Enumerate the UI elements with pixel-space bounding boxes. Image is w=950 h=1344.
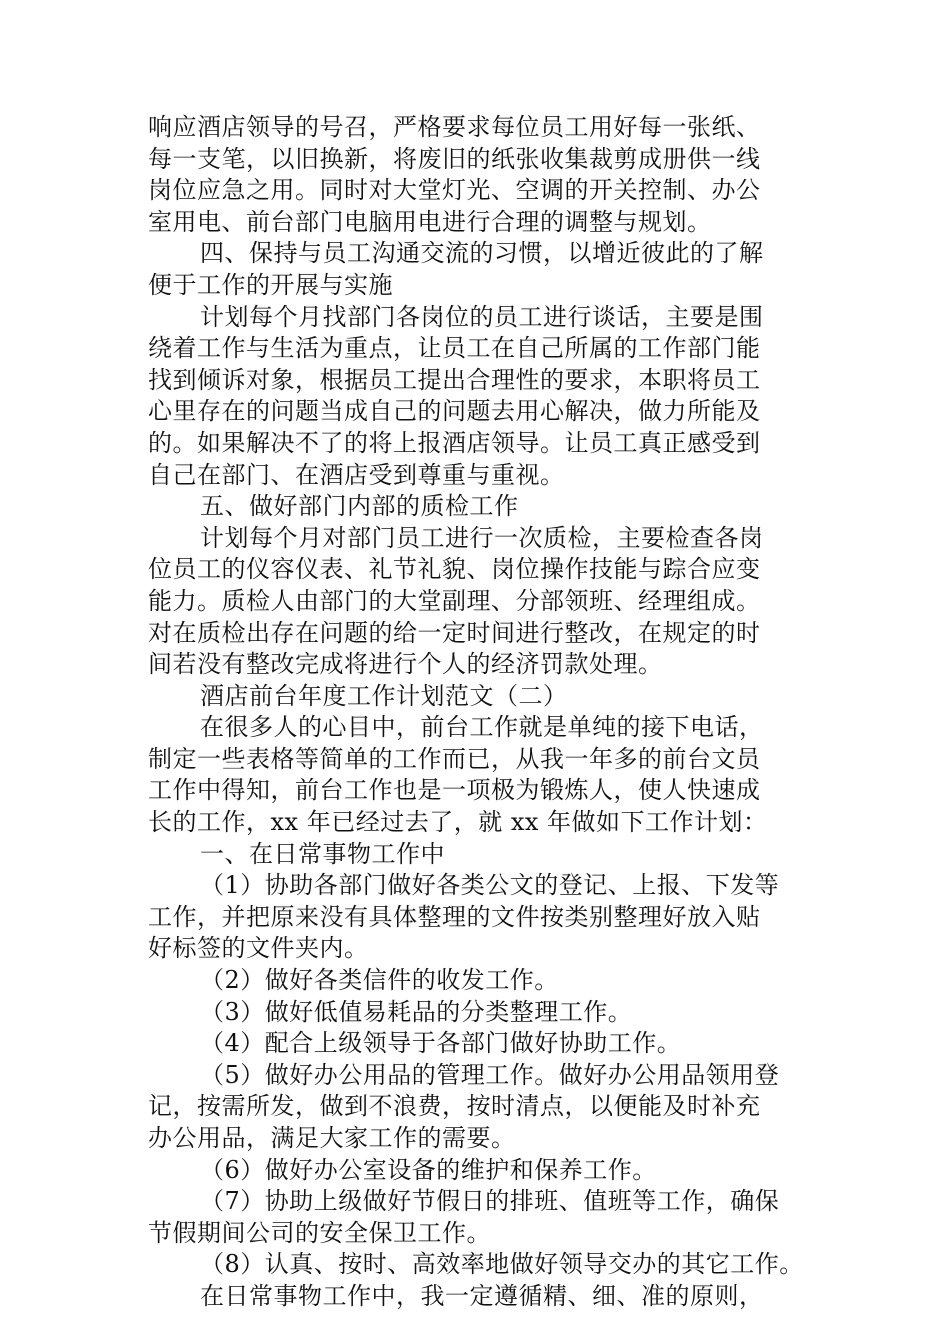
list-item: （7）协助上级做好节假日的排班、值班等工作，确保	[200, 1187, 780, 1216]
text-line: 记，按需所发，做到不浪费，按时清点，以便能及时补充	[148, 1092, 761, 1121]
section-heading: 四、保持与员工沟通交流的习惯，以增近彼此的了解	[200, 239, 764, 268]
list-item: （1）协助各部门做好各类公文的登记、上报、下发等	[200, 871, 780, 900]
article-title: 酒店前台年度工作计划范文（二）	[200, 681, 568, 710]
list-item: （4）配合上级领导于各部门做好协助工作。	[200, 1029, 682, 1058]
text-line: 绕着工作与生活为重点，让员工在自己所属的工作部门能	[148, 334, 761, 363]
section-heading: 一、在日常事物工作中	[200, 839, 445, 868]
text-line: 自己在部门、在酒店受到尊重与重视。	[148, 460, 565, 489]
text-line: 在很多人的心目中，前台工作就是单纯的接下电话，	[200, 713, 764, 742]
text-line: 岗位应急之用。同时对大堂灯光、空调的开关控制、办公	[148, 176, 761, 205]
list-item: （8）认真、按时、高效率地做好领导交办的其它工作。	[200, 1250, 804, 1279]
document-body	[148, 112, 818, 1313]
list-item: （2）做好各类信件的收发工作。	[200, 966, 559, 995]
text-line: 心里存在的问题当成自己的问题去用心解决，做力所能及	[148, 397, 761, 426]
text-line: 找到倾诉对象，根据员工提出合理性的要求，本职将员工	[148, 365, 761, 394]
text-line: 工作中得知，前台工作也是一项极为锻炼人，使人快速成	[148, 776, 761, 805]
list-item: （6）做好办公室设备的维护和保养工作。	[200, 1155, 657, 1184]
text-line: 长的工作，xx 年已经过去了，就 xx 年做如下工作计划：	[148, 808, 768, 837]
text-line: 好标签的文件夹内。	[148, 934, 369, 963]
text-line: 位员工的仪容仪表、礼节礼貌、岗位操作技能与踪合应变	[148, 555, 761, 584]
text-line: 便于工作的开展与实施	[148, 270, 393, 299]
text-line: 室用电、前台部门电脑用电进行合理的调整与规划。	[148, 207, 712, 236]
list-item: （3）做好低值易耗品的分类整理工作。	[200, 997, 633, 1026]
text-line: 节假期间公司的安全保卫工作。	[148, 1218, 491, 1247]
text-line: 办公用品，满足大家工作的需要。	[148, 1124, 516, 1152]
list-item: （5）做好办公用品的管理工作。做好办公用品领用登	[200, 1060, 780, 1089]
text-line: 工作，并把原来没有具体整理的文件按类别整理好放入贴	[148, 902, 761, 931]
text-line: 的。如果解决不了的将上报酒店领导。让员工真正感受到	[148, 428, 761, 457]
section-heading: 五、做好部门内部的质检工作	[200, 492, 519, 521]
text-line: 制定一些表格等简单的工作而已，从我一年多的前台文员	[148, 744, 761, 773]
text-line: 计划每个月找部门各岗位的员工进行谈话，主要是围	[200, 302, 764, 331]
text-line: 在日常事物工作中，我一定遵循精、细、准的原则，	[200, 1281, 764, 1310]
text-line: 每一支笔，以旧换新，将废旧的纸张收集裁剪成册供一线	[148, 144, 761, 173]
text-line: 响应酒店领导的号召，严格要求每位员工用好每一张纸、	[148, 113, 761, 141]
text-line: 间若没有整改完成将进行个人的经济罚款处理。	[148, 650, 663, 679]
text-line: 计划每个月对部门员工进行一次质检，主要检查各岗	[200, 523, 764, 552]
text-line: 能力。质检人由部门的大堂副理、分部领班、经理组成。	[148, 586, 761, 615]
text-line: 对在质检出存在问题的给一定时间进行整改，在规定的时	[148, 618, 761, 647]
